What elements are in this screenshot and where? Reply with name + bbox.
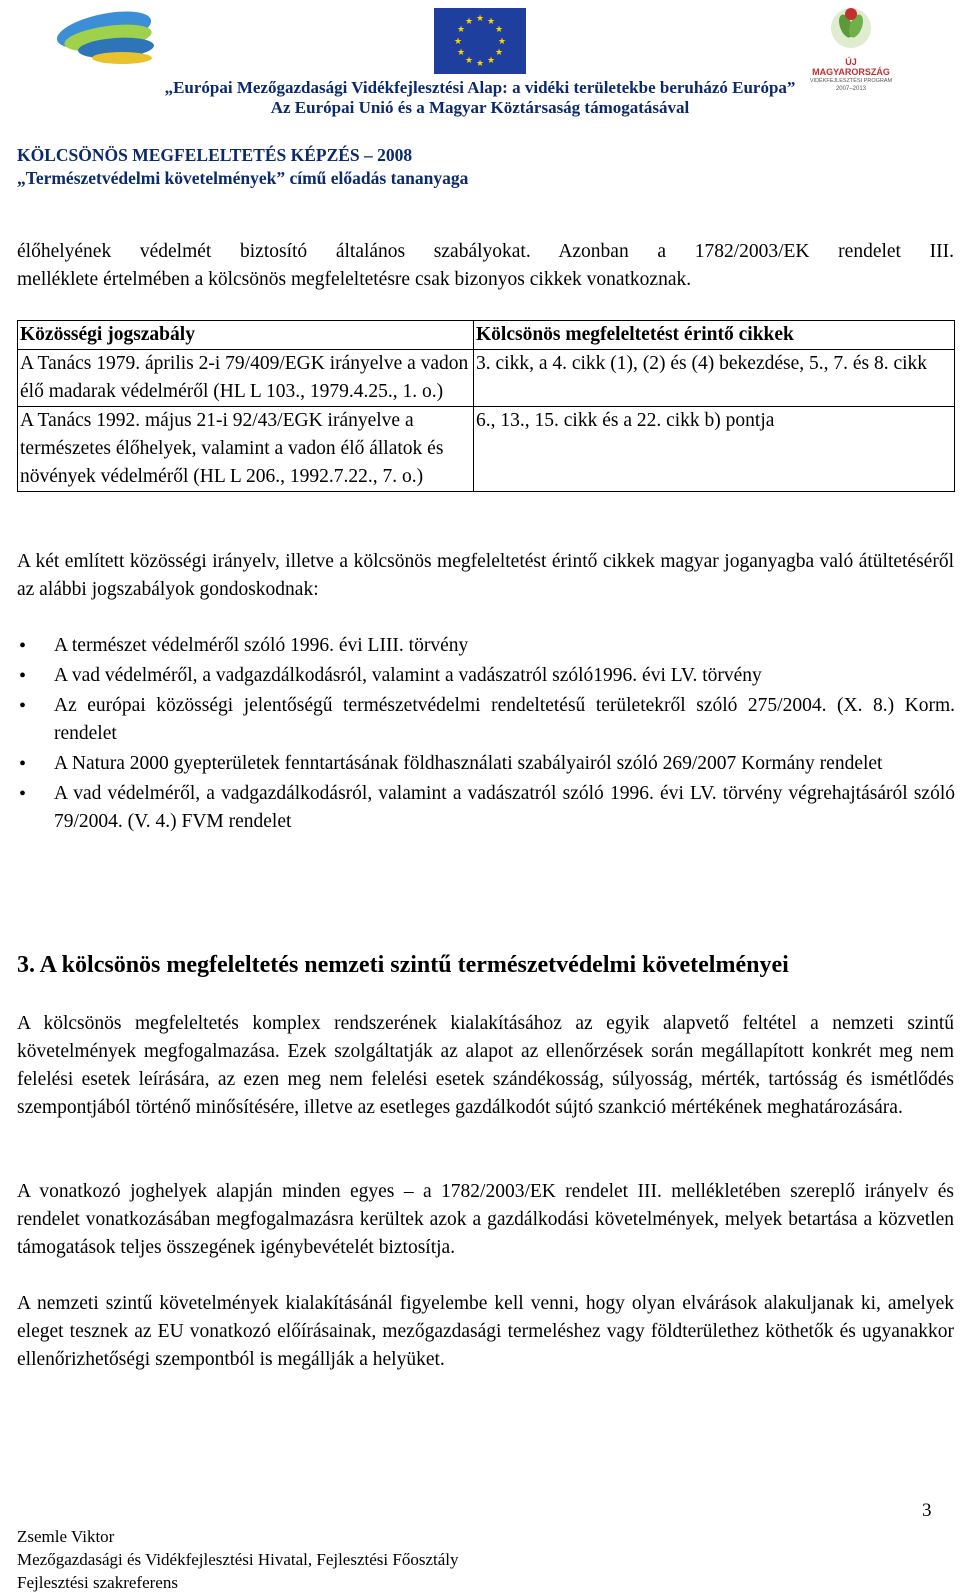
transposition-paragraph: A két említett közösségi irányelv, illetve a kölcsönös megfeleltetést érintő cikkek magyar joganyagba való átültetéséről az alábbi jogszabályok gondoskodnak: [17, 551, 954, 600]
uj-magyarorszag-logo [806, 2, 896, 92]
svg-text:★: ★ [464, 56, 474, 66]
logo-subtitle: VIDÉKFEJLESZTÉSI PROGRAM [809, 78, 893, 84]
svg-text:★: ★ [475, 59, 485, 69]
course-title: KÖLCSÖNÖS MEGFELELTETÉS KÉPZÉS – 2008 [17, 145, 413, 165]
footer-organization: Mezőgazdasági és Vidékfejlesztési Hivatal, Fejlesztési Főosztály [17, 1550, 459, 1569]
list-item: • A vad védelméről, a vadgazdálkodásról, valamint a vadászatról szóló1996. évi LV. törvény [17, 662, 955, 690]
svg-text:★: ★ [486, 17, 496, 27]
page-number: 3 [922, 1500, 932, 1521]
rural-development-logo [46, 4, 186, 72]
table-header-law: Közösségi jogszabály [18, 321, 474, 350]
footer-name: Zsemle Viktor [17, 1527, 115, 1546]
svg-text:★: ★ [464, 17, 474, 27]
intro-line-2: melléklete értelmében a kölcsönös megfeleltetésre csak bizonyos cikkek vonatkoznak. [17, 269, 692, 290]
laws-list [17, 632, 955, 838]
list-item: • A vad védelméről, a vadgazdálkodásról, valamint a vadászatról szóló 1996. évi LV. törvény végrehajtásáról szóló 79/2004. (V. 4.) FVM rendelet [17, 780, 955, 836]
table-header-articles: Kölcsönös megfeleltetést érintő cikkek [474, 321, 955, 350]
svg-text:★: ★ [456, 48, 466, 58]
svg-text:★: ★ [453, 37, 463, 47]
list-item: • A Natura 2000 gyepterületek fenntartásának földhasználati szabályairól szóló 269/2007 Kormány rendelet [17, 750, 955, 778]
fund-line: „Európai Mezőgazdasági Vidékfejlesztési Alap: a vidéki területekbe beruházó Európa” [164, 78, 796, 97]
footer-role: Fejlesztési szakreferens [17, 1573, 178, 1592]
intro-line-1: élőhelyének védelmét biztosító általános szabályokat. Azonban a 1782/2003/EK rendelet III. [17, 241, 954, 262]
section-paragraph-2: A vonatkozó joghelyek alapján minden egyes – a 1782/2003/EK rendelet III. mellékletében szereplő irányelv és rendelet vonatkozásában megfogalmazásra kerültek azok a gazdálkodási követelmények, melyek betartása a közvetlen támogatások teljes összegének igénybevételét biztosítja. [17, 1181, 954, 1258]
law-articles-table [17, 320, 955, 492]
table-row [18, 350, 955, 407]
table-cell-law: A Tanács 1979. április 2-i 79/409/EGK irányelve a vadon élő madarak védelméről (HL L 103., 1979.4.25., 1. o.) [18, 350, 474, 407]
eu-flag-logo [434, 8, 526, 74]
list-item: • Az európai közösségi jelentőségű természetvédelmi rendeltetésű területekről szóló 275/2004. (X. 8.) Korm. rendelet [17, 692, 955, 748]
svg-text:★: ★ [494, 25, 504, 35]
support-line: Az Európai Unió és a Magyar Köztársaság támogatásával [270, 98, 690, 117]
svg-text:★: ★ [486, 56, 496, 66]
svg-text:★: ★ [494, 48, 504, 58]
table-row [18, 407, 955, 492]
section-paragraph-1: A kölcsönös megfeleltetés komplex rendszerének kialakításához az egyik alapvető feltétel a nemzeti szintű követelmények megfogalmazása. Ezek szolgáltatják az alapot az ellenőrzések során megállapított konkrét meg nem felelési esetek leírására, az ezen meg nem felelési esetek szándékosság, súlyosság, mérték, tartósság és ismétlődés szempontjából történő minősítésére, illetve az esetleges gazdálkodót sújtó szankció mértékének meghatározására. [17, 1013, 954, 1118]
section-paragraph-3: A nemzeti szintű követelmények kialakításánál figyelembe kell venni, hogy olyan elvárások alakuljanak ki, amelyek eleget tesznek az EU vonatkozó előírásainak, mezőgazdasági termeléshez vagy földterülethez köthetők és ugyanakkor ellenőrizhetőségi szempontból is megállják a helyüket. [17, 1293, 954, 1370]
section-heading: 3. A kölcsönös megfeleltetés nemzeti szintű természetvédelmi követelményei [17, 952, 789, 978]
course-subtitle: „Természetvédelmi követelmények” című előadás tananyaga [17, 168, 469, 188]
list-item: • A természet védelméről szóló 1996. évi LIII. törvény [17, 632, 955, 660]
logo-years: 2007–2013 [835, 86, 867, 92]
svg-text:★: ★ [475, 14, 485, 24]
table-cell-law: A Tanács 1992. május 21-i 92/43/EGK irányelve a természetes élőhelyek, valamint a vadon élő állatok és növények védelméről (HL L 206., 1992.7.22., 7. o.) [18, 407, 474, 492]
svg-text:★: ★ [497, 37, 507, 47]
svg-text:★: ★ [456, 25, 466, 35]
logo-title: ÚJ MAGYARORSZÁG [812, 57, 890, 77]
table-header-row [18, 321, 955, 350]
table-cell-articles: 6., 13., 15. cikk és a 22. cikk b) pontja [474, 407, 955, 492]
table-cell-articles: 3. cikk, a 4. cikk (1), (2) és (4) bekezdése, 5., 7. és 8. cikk [474, 350, 955, 407]
